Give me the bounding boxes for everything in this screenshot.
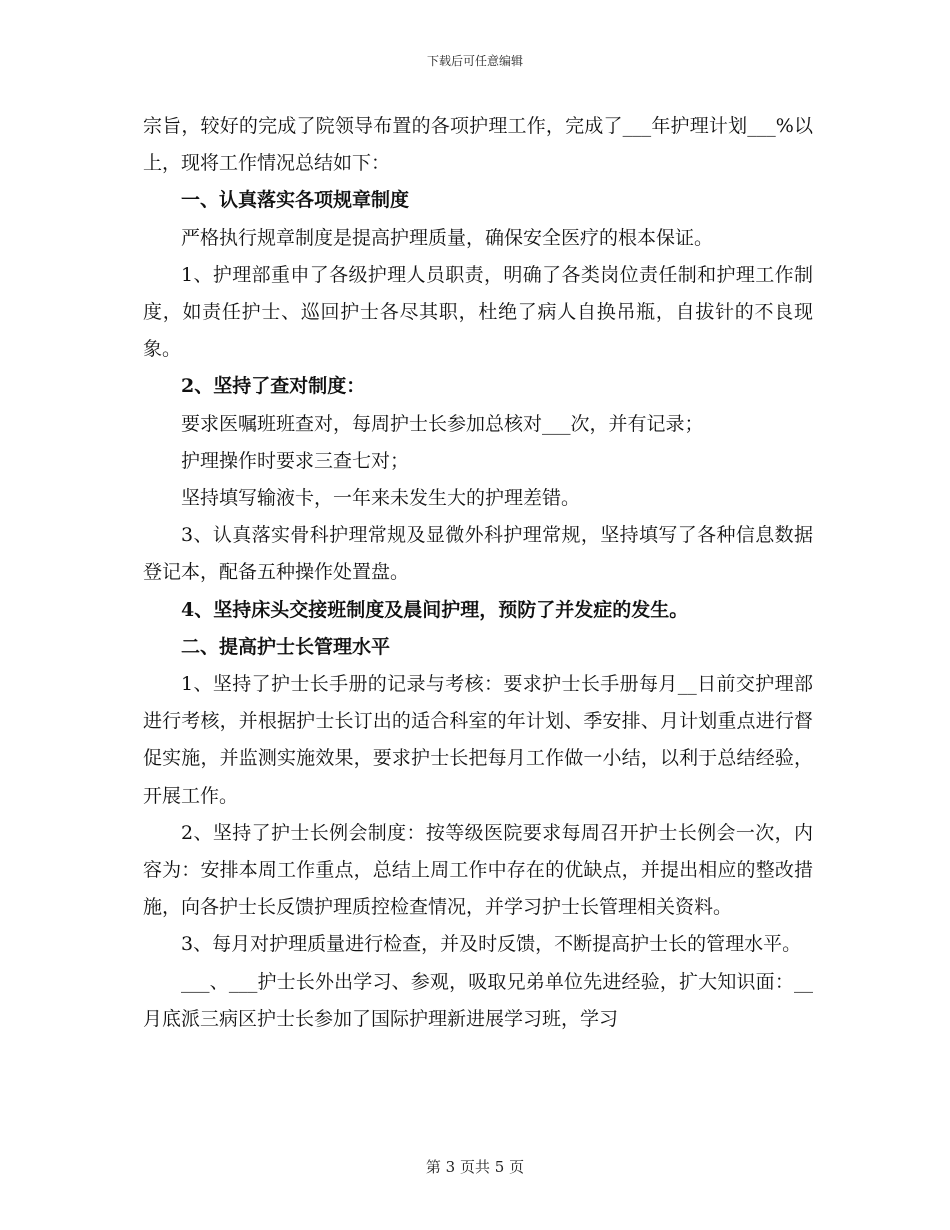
document-body — [143, 108, 813, 1038]
paragraph: 坚持填写输液卡，一年来未发生大的护理差错。 — [181, 487, 581, 510]
paragraph: ___、___护士长外出学习、参观，吸取兄弟单位先进经验，扩大知识面：__月底派三病区护士长参加了国际护理新进展学习班，学习 — [143, 970, 813, 1030]
paragraph: 1、坚持了护士长手册的记录与考核：要求护士长手册每月__日前交护理部进行考核，并根据护士长订出的适合科室的年计划、季安排、月计划重点进行督促实施，并监测实施效果，要求护士长把每月工作做一小结，以利于总结经验，开展工作。 — [143, 673, 813, 807]
paragraph: 3、认真落实骨科护理常规及显微外科护理常规，坚持填写了各种信息数据登记本，配备五种操作处置盘。 — [143, 524, 813, 584]
paragraph: 护理操作时要求三查七对； — [181, 449, 410, 472]
paragraph: 1、护理部重申了各级护理人员职责，明确了各类岗位责任制和护理工作制度，如责任护士、巡回护士各尽其职，杜绝了病人自换吊瓶，自拔针的不良现象。 — [143, 263, 813, 361]
paragraph: 3、每月对护理质量进行检查，并及时反馈，不断提高护士长的管理水平。 — [181, 933, 802, 956]
paragraph: 2、坚持了护士长例会制度：按等级医院要求每周召开护士长例会一次，内容为：安排本周工作重点，总结上周工作中存在的优缺点，并提出相应的整改措施，向各护士长反馈护理质控检查情况，并学习护士长管理相关资料。 — [143, 821, 813, 919]
page-header: 下载后可任意编辑 — [426, 54, 523, 68]
section-heading-regulations: 一、认真落实各项规章制度 — [181, 189, 410, 212]
page-footer: 第 3 页共 5 页 — [425, 1158, 525, 1176]
paragraph: 要求医嘱班班查对，每周护士长参加总核对___次，并有记录； — [181, 412, 704, 435]
subheading-checking-system: 2、坚持了查对制度： — [181, 375, 366, 398]
subheading-bedside-handover: 4、坚持床头交接班制度及晨间护理，预防了并发症的发生。 — [181, 598, 689, 621]
section-heading-management: 二、提高护士长管理水平 — [181, 635, 391, 658]
paragraph-intro: 宗旨，较好的完成了院领导布置的各项护理工作，完成了___年护理计划___%以上，现将工作情况总结如下： — [143, 115, 813, 175]
paragraph: 严格执行规章制度是提高护理质量，确保安全医疗的根本保证。 — [181, 226, 714, 249]
